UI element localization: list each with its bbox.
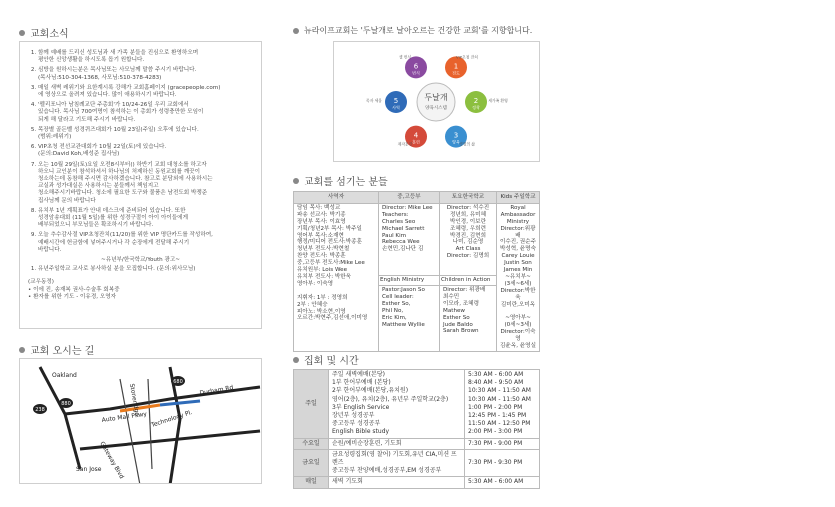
youth-line: Director: Mike Lee — [382, 204, 433, 211]
staff-line: 오르간:박현주,김선애,이미영 — [297, 315, 368, 322]
ministers-header-cell: 토요한국학교 — [440, 192, 497, 204]
vision-title: 뉴라이프교회는 '두날개로 날아오르는 건강한 교회'를 지향합니다. — [304, 26, 533, 35]
staff-line: 영아부: 이숙영 — [297, 280, 334, 287]
ministers-col-youth — [379, 203, 440, 275]
kids-line: 이수진, 권순주 — [500, 239, 536, 246]
news-item — [38, 127, 253, 141]
staff-line: 지휘자: 1부 : 정영희 — [297, 294, 348, 301]
staff-line: 파송 선교사: 박기종 — [297, 211, 346, 218]
children-in-action-label: Children in Action — [440, 276, 496, 286]
kids-line: Justin Son — [504, 260, 532, 267]
diagram-center-circle — [417, 83, 455, 121]
diagram-node-note: 제자훈련 — [397, 141, 413, 147]
diagram-node-label: 전도 — [452, 70, 460, 76]
news-item-line: 4. '펠리포니아 남침례교단 주총회'가 10/24-26일 우리 교회에서 — [38, 102, 189, 109]
news-item-line: 청소해주시기바랍니다. 청소에 필요한 도구와 물품은 남전도회 박쟁준 — [38, 190, 208, 197]
bullet-dot-icon — [293, 28, 299, 34]
news-item-line: 5. 목장별 골든벨 성경퀴즈대회가 10월 23일(주일) 오후에 있습니다. — [38, 126, 199, 133]
directions-title: 교회 오시는 길 — [30, 346, 95, 357]
news-item-line: 배부되었으니 부모님들은 확조하시기 바랍니다. — [38, 222, 154, 229]
schedule-time: 11:50 AM - 12:50 PM — [468, 420, 531, 428]
schedule-item: 영어(2층), 유치(2층), 유년부 주일학교(2층) — [332, 395, 449, 403]
english-ministry-list — [379, 286, 439, 329]
youth-line: Teachers: — [382, 211, 409, 218]
schedule-times — [465, 477, 540, 488]
map-label-stoneridge: Stoneridge — [128, 383, 141, 417]
schedule-times — [465, 449, 540, 477]
schedule-items — [329, 477, 465, 488]
diagram-center-sub: 양육시스템 — [425, 106, 447, 111]
kids-line: Ministry — [506, 218, 530, 225]
kids-line: 김윤옥, 윤영실 — [500, 343, 536, 350]
vision-diagram-box — [333, 41, 540, 162]
children-in-action-line: Mathew — [443, 307, 466, 314]
news-item-line: 에 영상으로 올려져 있습니다. 많이 애용하시기 바랍니다. — [38, 92, 177, 99]
schedule-title: 집회 및 시간 — [304, 356, 359, 367]
map-label-technology: Technology Pl. — [150, 409, 194, 429]
news-last-item: 1. 유년주일학교 교사로 봉사하실 분을 모집합니다. (문의:위사모님) — [38, 266, 253, 273]
english-ministry-line: Esther So, — [382, 300, 411, 307]
schedule-heading — [293, 352, 359, 367]
map-label-san-jose: San Jose — [76, 466, 102, 473]
schedule-day: 수요일 — [294, 438, 329, 449]
schedule-item: 중고등부 성경공부 — [332, 420, 381, 428]
korean-school-line: 조혜령, 우희련 — [450, 225, 486, 232]
ministers-header-cell: 중,고등부 — [379, 192, 440, 204]
news-item-line: 2. 심방을 원하시는분은 목사님또는 사모님께 말씀 주시기 바랍니다. — [38, 67, 197, 74]
children-in-action-list — [440, 286, 496, 336]
diagram-node-label: 훈련 — [412, 139, 420, 145]
shield-238-label: 238 — [35, 407, 45, 413]
kids-line: ~유치부~ — [505, 273, 531, 280]
ministers-table — [293, 191, 540, 352]
schedule-items — [329, 438, 465, 449]
news-item-line: 3. 매일 새벽 레위기와 요한계시록 강해가 교회홈페이지 (gracepeople.com) — [38, 84, 221, 91]
news-item-line: 평안한 신앙생활을 하시도록 돕기 원합니다. — [38, 57, 145, 64]
schedule-row — [294, 370, 540, 439]
schedule-item: 새벽 기도회 — [332, 478, 363, 486]
youth-line: Paul Kim — [382, 232, 407, 239]
korean-school-line: Director: 석수진 — [446, 204, 490, 211]
news-foot-title: (교우동정) — [28, 279, 54, 286]
news-item — [38, 102, 253, 124]
vision-diagram — [334, 42, 539, 161]
schedule-item: 장년부 성경공부 — [332, 412, 375, 420]
schedule-day: 매일 — [294, 477, 329, 488]
english-ministry-cell — [379, 276, 440, 352]
staff-line: 유치부 전도사: 박한욱 — [297, 273, 352, 280]
staff-line: 유치원부: Lois Wee — [297, 267, 348, 274]
ministers-header-cell: Kids 주일학교 — [497, 192, 540, 204]
diagram-node-number: 2 — [473, 97, 479, 105]
staff-line: 청년부 전도사:박현철 — [297, 246, 350, 253]
news-item-line: 성경암송대회 (11월 5일)를 위한 성경구절이 아이 아이들에게 — [38, 215, 188, 222]
schedule-day: 금요일 — [294, 449, 329, 477]
schedule-time: 10:30 AM - 11:50 AM — [468, 387, 531, 395]
ministers-col-staff — [294, 203, 379, 351]
staff-line: 영어부 목사:소재현 — [297, 232, 344, 239]
news-item — [38, 50, 253, 64]
youth-line: Charles Seo — [382, 218, 416, 225]
schedule-item: 순원/예비순장훈련, 기도회 — [332, 439, 402, 447]
freeway-880 — [40, 367, 80, 469]
news-item-line: 9. 오늘 추수감사절 VIP초청잔치(11/20)를 위한 VIP 명단카드를 작성하여, — [38, 232, 213, 239]
schedule-times — [465, 438, 540, 449]
children-in-action-line: Esther So — [443, 314, 470, 321]
bullet-dot-icon — [19, 347, 25, 353]
ministers-col-korean-school — [440, 203, 497, 275]
diagram-node-number: 1 — [453, 62, 459, 71]
directions-heading — [19, 342, 94, 357]
english-ministry-line: Pastor:Jason So — [382, 286, 425, 293]
schedule-row — [294, 438, 540, 449]
news-item-line: 있습니다. 목사님 700여명이 참석하는 이 총회가 성령충만한 모임이 — [38, 109, 204, 116]
schedule-item: 주일 새벽예배(본당) — [332, 371, 385, 378]
youth-line: Michael Sarrett — [382, 225, 425, 232]
schedule-item: 1부 한어부예배 (본당) — [332, 379, 391, 387]
staff-line: 찬양 전도사: 박종훈 — [297, 253, 346, 260]
kids-line: Director:위광배 — [500, 225, 536, 239]
diagram-node-label: 정착 — [472, 105, 480, 110]
news-foot-line: • 이에 진, 송재복 권사-수술후 회복중 — [28, 286, 120, 293]
news-box — [19, 41, 262, 329]
diagram-node-label: 번식 — [412, 70, 420, 76]
map-label-oakland: Oakland — [52, 372, 77, 379]
diagram-node-note: 셀 번식 — [398, 54, 412, 60]
schedule-item: 중고등부 찬양예배,성경공부,EM 성경공부 — [332, 467, 442, 475]
korean-school-line: Art Class — [455, 246, 481, 253]
news-item — [38, 67, 253, 81]
bullet-dot-icon — [293, 357, 299, 363]
staff-line: 행정/미디어 전도사:박종훈 — [297, 239, 362, 246]
schedule-item: 3부 English Service — [332, 403, 390, 411]
news-item-line: 청소하는데 동참해 주시면 감사하겠습니다. 참고로 분담외에 사용하시는 — [38, 176, 213, 183]
news-item-line: (문의:David Koh,배성준 집사님) — [38, 151, 120, 158]
schedule-row — [294, 477, 540, 488]
staff-line — [297, 288, 375, 295]
diagram-node-note: 새가족 환영 — [488, 98, 508, 103]
news-item-line: (범위:레위기) — [38, 134, 72, 141]
children-in-action-line: Sarah Brown — [443, 328, 479, 335]
news-title: 교회소식 — [30, 29, 69, 40]
staff-line: 장년부 목사: 이효영 — [297, 218, 346, 225]
english-ministry-label: English Ministry — [379, 276, 439, 286]
staff-line: 담임 목사: 백성교 — [297, 204, 341, 211]
schedule-time: 7:30 PM - 9:30 PM — [468, 459, 523, 467]
english-ministry-line: Cell leader: — [382, 293, 414, 300]
english-ministry-line: Eric Kim, — [382, 314, 407, 321]
bullet-dot-icon — [293, 178, 299, 184]
schedule-item: English Bible study — [332, 428, 390, 436]
news-item — [38, 208, 253, 230]
children-in-action-line: 이모라, 조혜령 — [443, 300, 479, 307]
map-label-gateway: Gateway Blvd — [98, 440, 126, 480]
news-item-line: 되게 해 달라고 기도해 주시기 바랍니다. — [38, 116, 136, 123]
korean-school-line: Director: 김명희 — [446, 253, 490, 260]
news-heading — [19, 25, 69, 40]
kids-line: 박성혁, 윤명숙 — [500, 246, 536, 253]
children-in-action-line: Jude Baldo — [443, 321, 473, 328]
schedule-time: 8:40 AM - 9:50 AM — [468, 379, 524, 387]
schedule-item: 금요성령집회(영 찰어) 기도회,유년 CIA,미션 프렌즈 — [332, 450, 457, 467]
news-list — [28, 50, 253, 254]
news-item — [38, 144, 253, 158]
vision-heading — [293, 25, 532, 36]
youth-line: 손현민,김나단 김 — [382, 246, 424, 253]
news-item-line: 하오니 교인분이 참석하셔서 하나님의 처제하신 동원교회를 깨끗이 — [38, 168, 200, 175]
youth-line: Rebecca Wee — [382, 239, 420, 246]
news-item-line: 1. 함께 예배를 드리신 성도님과 새 가족 분들을 진심으로 환영하오며 — [38, 50, 199, 56]
schedule-time: 12:45 PM - 1:45 PM — [468, 412, 527, 420]
news-item-line: 8. 유치부 1년 계획표가 안내 데스크에 준비되어 있습니다. 또한 — [38, 207, 186, 214]
ministers-heading — [293, 173, 388, 188]
ministers-header-cell: 사역자 — [294, 192, 379, 204]
schedule-item: 2부 한어부예배(본당,유치원) — [332, 387, 409, 395]
schedule-row — [294, 449, 540, 477]
english-ministry-line: Matthew Wyllie — [382, 321, 425, 328]
schedule-time: 5:30 AM - 6:00 AM — [468, 371, 524, 378]
news-item — [38, 162, 253, 205]
news-last-list — [28, 266, 253, 273]
ministers-col-kids — [497, 203, 540, 351]
news-item-line: 바랍니다. — [38, 246, 62, 253]
korean-school-line: 정년희, 유미혜 — [450, 211, 486, 218]
kids-line: James Min — [503, 267, 533, 274]
news-foot — [28, 279, 253, 301]
kids-line: Director:박한욱 — [500, 287, 536, 301]
children-in-action-line: 최수민 — [443, 293, 460, 300]
diagram-center-title: 두날개 — [424, 93, 448, 102]
kids-line: Director:이숙영 — [500, 329, 536, 343]
diagram-node-number: 4 — [413, 131, 419, 140]
map-label-durham: Durham Rd — [199, 384, 234, 397]
ministers-title: 교회를 섬기는 분들 — [304, 177, 388, 188]
diagram-node-note: 생명의 삶 — [459, 141, 475, 147]
schedule-time: 10:30 AM - 11:50 AM — [468, 395, 531, 403]
staff-line: 2부 : 안혜승 — [297, 301, 328, 308]
diagram-node-number: 3 — [453, 131, 459, 140]
map-label-auto-mall: Auto Mall Pkwy — [101, 410, 148, 424]
shield-680-label: 680 — [173, 379, 183, 385]
kids-line: Royal Ambassador — [500, 204, 536, 218]
news-item-line: 예배시간에 헌금함에 넣어주시거나 각 순장에게 전달해 주시기 — [38, 239, 190, 246]
schedule-time: 5:30 AM - 6:00 AM — [468, 478, 524, 486]
staff-line: 피아노: 박소현,이영 — [297, 308, 346, 315]
news-item — [38, 232, 253, 254]
news-item-line: 6. VIP초청 전선교관대회가 10월 22일(토)에 있습니다. — [38, 144, 167, 151]
schedule-table — [293, 369, 540, 489]
schedule-time: 7:30 PM - 9:00 PM — [468, 439, 523, 447]
schedule-time: 1:00 PM - 2:00 PM — [468, 403, 523, 411]
news-item-line: 7. 오는 10월 29일(토)요일 오전8시부터() 하반기 교회 대청소를 하고자 — [38, 161, 207, 168]
news-item-line: 교실과 성가대실은 사용하시는 분들께서 책임지고 — [38, 183, 159, 190]
kids-line: 김미란,오미옥 — [500, 301, 536, 308]
diagram-node-number: 6 — [413, 62, 419, 71]
schedule-time: 2:00 PM - 3:00 PM — [468, 428, 523, 436]
news-item-line: 집사님께 문의 바랍니다 — [38, 197, 96, 204]
map-drawing — [20, 359, 262, 484]
shield-880-label: 880 — [61, 401, 71, 407]
korean-school-line: 박인경, 이보란 — [450, 218, 486, 225]
news-item-line: (목사님:510-304-1368, 사모님:510-378-4283) — [38, 74, 162, 81]
kids-line: (3세~6세) — [504, 280, 532, 287]
news-center-line: ~유년부/한국학교/Youth 광고~ — [101, 257, 180, 264]
diagram-node-label: 사역 — [392, 105, 400, 110]
staff-line: 기획/청년2부 목사: 박주일 — [297, 225, 362, 232]
bullet-dot-icon — [19, 30, 25, 36]
children-in-action-cell — [440, 276, 497, 352]
schedule-times — [465, 370, 540, 439]
diagram-node-label: 양육 — [452, 139, 460, 145]
schedule-items — [329, 449, 465, 477]
news-foot-line: • 환자를 위한 기도 - 이유경, 오영자 — [28, 293, 117, 300]
kids-line: (0세~3세) — [504, 322, 532, 329]
kids-line: Carey Louie — [501, 253, 535, 260]
korean-school-line: 나미, 김순영 — [452, 239, 484, 246]
korean-school-line: 박경진, 김현희 — [450, 232, 486, 239]
diagram-node-note: VIP초청 잔치 — [456, 54, 478, 60]
staff-line: 중,고등부 전도사:Mike Lee — [297, 260, 365, 267]
schedule-day: 주일 — [294, 370, 329, 439]
route-highlight-2 — [160, 401, 200, 405]
map-box — [19, 358, 262, 484]
english-ministry-line: Phil No, — [382, 307, 404, 314]
children-in-action-line: Director: 위광배 — [443, 286, 486, 293]
diagram-node-number: 5 — [393, 97, 399, 105]
diagram-node-note: 목자 세움 — [366, 98, 382, 103]
news-item — [38, 85, 253, 99]
schedule-items — [329, 370, 465, 439]
kids-line: ~영아부~ — [505, 315, 531, 322]
